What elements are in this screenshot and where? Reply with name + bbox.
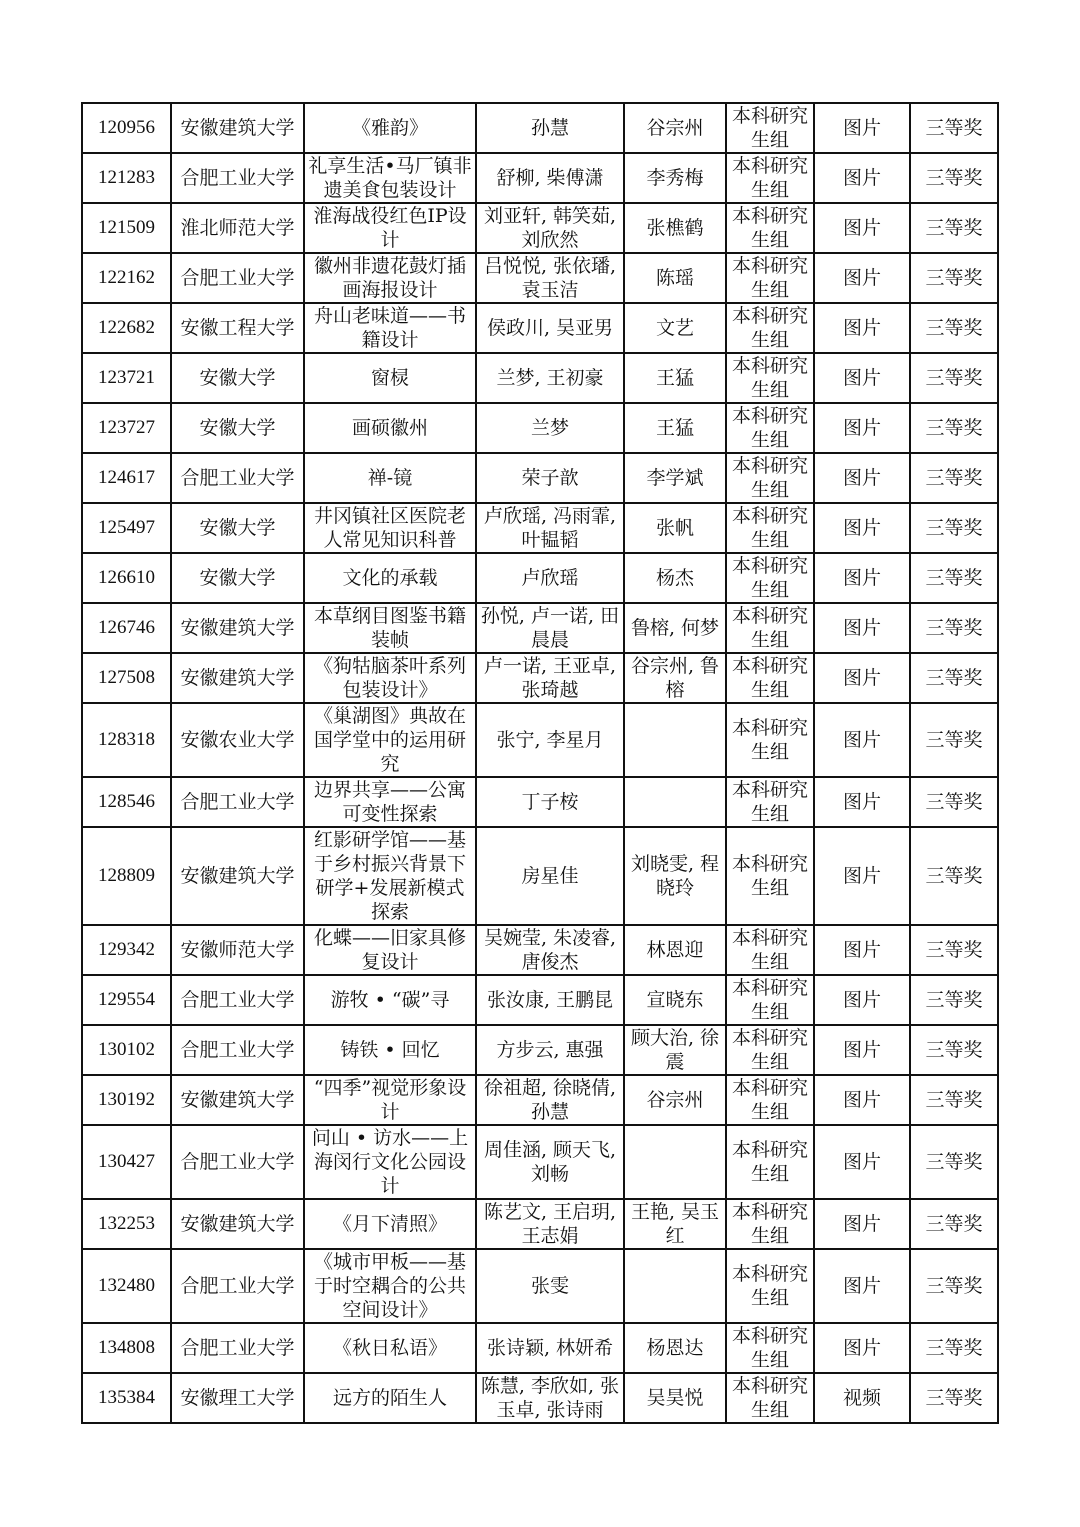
authors-cell: 孙悦, 卢一诺, 田晨晨 xyxy=(476,603,624,653)
school-cell: 安徽农业大学 xyxy=(171,703,304,777)
award-level-cell: 三等奖 xyxy=(910,453,998,503)
group-cell: 本科研究生组 xyxy=(726,1075,814,1125)
authors-cell: 陈慧, 李欣如, 张玉卓, 张诗雨 xyxy=(476,1373,624,1423)
table-row xyxy=(82,503,998,553)
entry-id-cell: 128318 xyxy=(82,703,171,777)
advisor-cell: 杨恩达 xyxy=(624,1323,726,1373)
entry-id-cell: 120956 xyxy=(82,103,171,153)
authors-cell: 舒柳, 柴傅潇 xyxy=(476,153,624,203)
authors-cell: 方步云, 惠强 xyxy=(476,1025,624,1075)
authors-cell: 荣子歆 xyxy=(476,453,624,503)
work-title-cell: 画硕徽州 xyxy=(304,403,476,453)
table-row xyxy=(82,353,998,403)
group-cell: 本科研究生组 xyxy=(726,453,814,503)
work-title-cell: 窗棂 xyxy=(304,353,476,403)
advisor-cell xyxy=(624,1125,726,1199)
authors-cell: 张诗颖, 林妍希 xyxy=(476,1323,624,1373)
media-type-cell: 图片 xyxy=(814,153,910,203)
school-cell: 安徽建筑大学 xyxy=(171,603,304,653)
table-row xyxy=(82,653,998,703)
table-row xyxy=(82,603,998,653)
table-row xyxy=(82,403,998,453)
advisor-cell: 林恩迎 xyxy=(624,925,726,975)
work-title-cell: 《雅韵》 xyxy=(304,103,476,153)
media-type-cell: 图片 xyxy=(814,453,910,503)
table-row xyxy=(82,1075,998,1125)
authors-cell: 吴婉莹, 朱凌睿, 唐俊杰 xyxy=(476,925,624,975)
entry-id-cell: 125497 xyxy=(82,503,171,553)
award-level-cell: 三等奖 xyxy=(910,103,998,153)
school-cell: 合肥工业大学 xyxy=(171,453,304,503)
award-level-cell: 三等奖 xyxy=(910,353,998,403)
table-row xyxy=(82,1125,998,1199)
authors-cell: 刘亚轩, 韩笑茹, 刘欣然 xyxy=(476,203,624,253)
school-cell: 合肥工业大学 xyxy=(171,1323,304,1373)
award-level-cell: 三等奖 xyxy=(910,203,998,253)
advisor-cell xyxy=(624,1249,726,1323)
media-type-cell: 图片 xyxy=(814,1125,910,1199)
advisor-cell: 宣晓东 xyxy=(624,975,726,1025)
entry-id-cell: 126610 xyxy=(82,553,171,603)
group-cell: 本科研究生组 xyxy=(726,1199,814,1249)
award-level-cell: 三等奖 xyxy=(910,653,998,703)
school-cell: 安徽工程大学 xyxy=(171,303,304,353)
media-type-cell: 图片 xyxy=(814,1199,910,1249)
work-title-cell: 《秋日私语》 xyxy=(304,1323,476,1373)
work-title-cell: 井冈镇社区医院老人常见知识科普 xyxy=(304,503,476,553)
group-cell: 本科研究生组 xyxy=(726,1249,814,1323)
advisor-cell: 吴昊悦 xyxy=(624,1373,726,1423)
award-level-cell: 三等奖 xyxy=(910,1125,998,1199)
media-type-cell: 图片 xyxy=(814,1075,910,1125)
table-row xyxy=(82,703,998,777)
media-type-cell: 图片 xyxy=(814,603,910,653)
award-level-cell: 三等奖 xyxy=(910,1025,998,1075)
group-cell: 本科研究生组 xyxy=(726,653,814,703)
group-cell: 本科研究生组 xyxy=(726,553,814,603)
table-row xyxy=(82,827,998,925)
authors-cell: 兰梦 xyxy=(476,403,624,453)
entry-id-cell: 132480 xyxy=(82,1249,171,1323)
media-type-cell: 图片 xyxy=(814,203,910,253)
media-type-cell: 图片 xyxy=(814,403,910,453)
advisor-cell xyxy=(624,777,726,827)
advisor-cell: 李秀梅 xyxy=(624,153,726,203)
advisor-cell: 刘晓雯, 程晓玲 xyxy=(624,827,726,925)
authors-cell: 卢欣瑶 xyxy=(476,553,624,603)
work-title-cell: 本草纲目图鉴书籍装帧 xyxy=(304,603,476,653)
entry-id-cell: 135384 xyxy=(82,1373,171,1423)
school-cell: 安徽建筑大学 xyxy=(171,1075,304,1125)
media-type-cell: 图片 xyxy=(814,253,910,303)
award-level-cell: 三等奖 xyxy=(910,1199,998,1249)
authors-cell: 房星佳 xyxy=(476,827,624,925)
entry-id-cell: 123721 xyxy=(82,353,171,403)
award-table xyxy=(81,102,999,1424)
work-title-cell: “四季”视觉形象设计 xyxy=(304,1075,476,1125)
advisor-cell: 张帆 xyxy=(624,503,726,553)
school-cell: 合肥工业大学 xyxy=(171,975,304,1025)
school-cell: 合肥工业大学 xyxy=(171,1025,304,1075)
work-title-cell: 淮海战役红色IP设计 xyxy=(304,203,476,253)
entry-id-cell: 129554 xyxy=(82,975,171,1025)
entry-id-cell: 132253 xyxy=(82,1199,171,1249)
table-row xyxy=(82,975,998,1025)
entry-id-cell: 122682 xyxy=(82,303,171,353)
school-cell: 安徽大学 xyxy=(171,403,304,453)
table-row xyxy=(82,1199,998,1249)
award-level-cell: 三等奖 xyxy=(910,777,998,827)
authors-cell: 吕悦悦, 张依璠, 袁玉洁 xyxy=(476,253,624,303)
media-type-cell: 视频 xyxy=(814,1373,910,1423)
school-cell: 淮北师范大学 xyxy=(171,203,304,253)
entry-id-cell: 128546 xyxy=(82,777,171,827)
authors-cell: 徐祖超, 徐晓倩, 孙慧 xyxy=(476,1075,624,1125)
award-level-cell: 三等奖 xyxy=(910,253,998,303)
entry-id-cell: 124617 xyxy=(82,453,171,503)
work-title-cell: 舟山老味道——书籍设计 xyxy=(304,303,476,353)
advisor-cell: 谷宗州 xyxy=(624,103,726,153)
award-level-cell: 三等奖 xyxy=(910,925,998,975)
advisor-cell xyxy=(624,703,726,777)
advisor-cell: 谷宗州 xyxy=(624,1075,726,1125)
school-cell: 安徽建筑大学 xyxy=(171,103,304,153)
school-cell: 合肥工业大学 xyxy=(171,777,304,827)
advisor-cell: 文艺 xyxy=(624,303,726,353)
award-table-body xyxy=(82,103,998,1423)
media-type-cell: 图片 xyxy=(814,503,910,553)
group-cell: 本科研究生组 xyxy=(726,1323,814,1373)
table-row xyxy=(82,553,998,603)
table-row xyxy=(82,925,998,975)
authors-cell: 卢一诺, 王亚卓, 张琦越 xyxy=(476,653,624,703)
table-row xyxy=(82,1249,998,1323)
school-cell: 安徽大学 xyxy=(171,553,304,603)
work-title-cell: 问山 • 访水——上海闵行文化公园设计 xyxy=(304,1125,476,1199)
authors-cell: 孙慧 xyxy=(476,103,624,153)
award-level-cell: 三等奖 xyxy=(910,603,998,653)
entry-id-cell: 130427 xyxy=(82,1125,171,1199)
table-row xyxy=(82,303,998,353)
table-row xyxy=(82,777,998,827)
group-cell: 本科研究生组 xyxy=(726,503,814,553)
authors-cell: 丁子桉 xyxy=(476,777,624,827)
media-type-cell: 图片 xyxy=(814,827,910,925)
award-level-cell: 三等奖 xyxy=(910,303,998,353)
authors-cell: 张雯 xyxy=(476,1249,624,1323)
work-title-cell: 《巢湖图》典故在国学堂中的运用研究 xyxy=(304,703,476,777)
group-cell: 本科研究生组 xyxy=(726,303,814,353)
entry-id-cell: 126746 xyxy=(82,603,171,653)
authors-cell: 陈艺文, 王启玥, 王志娟 xyxy=(476,1199,624,1249)
school-cell: 安徽大学 xyxy=(171,503,304,553)
work-title-cell: 《城市甲板——基于时空耦合的公共空间设计》 xyxy=(304,1249,476,1323)
school-cell: 安徽大学 xyxy=(171,353,304,403)
entry-id-cell: 121283 xyxy=(82,153,171,203)
group-cell: 本科研究生组 xyxy=(726,827,814,925)
group-cell: 本科研究生组 xyxy=(726,1025,814,1075)
work-title-cell: 徽州非遗花鼓灯插画海报设计 xyxy=(304,253,476,303)
group-cell: 本科研究生组 xyxy=(726,203,814,253)
table-row xyxy=(82,1373,998,1423)
table-row xyxy=(82,1025,998,1075)
award-level-cell: 三等奖 xyxy=(910,153,998,203)
award-level-cell: 三等奖 xyxy=(910,1075,998,1125)
award-level-cell: 三等奖 xyxy=(910,1249,998,1323)
entry-id-cell: 130102 xyxy=(82,1025,171,1075)
authors-cell: 张汝康, 王鹏昆 xyxy=(476,975,624,1025)
authors-cell: 兰梦, 王初豪 xyxy=(476,353,624,403)
school-cell: 安徽建筑大学 xyxy=(171,653,304,703)
table-row xyxy=(82,453,998,503)
advisor-cell: 王艳, 吴玉红 xyxy=(624,1199,726,1249)
media-type-cell: 图片 xyxy=(814,1249,910,1323)
school-cell: 安徽理工大学 xyxy=(171,1373,304,1423)
group-cell: 本科研究生组 xyxy=(726,153,814,203)
media-type-cell: 图片 xyxy=(814,553,910,603)
award-level-cell: 三等奖 xyxy=(910,1373,998,1423)
award-level-cell: 三等奖 xyxy=(910,975,998,1025)
media-type-cell: 图片 xyxy=(814,777,910,827)
media-type-cell: 图片 xyxy=(814,1323,910,1373)
school-cell: 合肥工业大学 xyxy=(171,253,304,303)
work-title-cell: 禅-镜 xyxy=(304,453,476,503)
entry-id-cell: 134808 xyxy=(82,1323,171,1373)
group-cell: 本科研究生组 xyxy=(726,703,814,777)
work-title-cell: 铸铁 • 回忆 xyxy=(304,1025,476,1075)
advisor-cell: 王猛 xyxy=(624,353,726,403)
entry-id-cell: 122162 xyxy=(82,253,171,303)
award-level-cell: 三等奖 xyxy=(910,827,998,925)
group-cell: 本科研究生组 xyxy=(726,353,814,403)
work-title-cell: 边界共享——公寓可变性探索 xyxy=(304,777,476,827)
entry-id-cell: 129342 xyxy=(82,925,171,975)
group-cell: 本科研究生组 xyxy=(726,403,814,453)
advisor-cell: 杨杰 xyxy=(624,553,726,603)
group-cell: 本科研究生组 xyxy=(726,1125,814,1199)
media-type-cell: 图片 xyxy=(814,303,910,353)
group-cell: 本科研究生组 xyxy=(726,1373,814,1423)
advisor-cell: 陈瑶 xyxy=(624,253,726,303)
school-cell: 合肥工业大学 xyxy=(171,1249,304,1323)
group-cell: 本科研究生组 xyxy=(726,103,814,153)
award-level-cell: 三等奖 xyxy=(910,553,998,603)
work-title-cell: 远方的陌生人 xyxy=(304,1373,476,1423)
work-title-cell: 化蝶——旧家具修复设计 xyxy=(304,925,476,975)
entry-id-cell: 130192 xyxy=(82,1075,171,1125)
table-row xyxy=(82,103,998,153)
group-cell: 本科研究生组 xyxy=(726,777,814,827)
school-cell: 安徽建筑大学 xyxy=(171,827,304,925)
award-level-cell: 三等奖 xyxy=(910,503,998,553)
table-row xyxy=(82,253,998,303)
authors-cell: 侯政川, 吴亚男 xyxy=(476,303,624,353)
work-title-cell: 《狗牯脑茶叶系列包装设计》 xyxy=(304,653,476,703)
advisor-cell: 鲁榕, 何梦 xyxy=(624,603,726,653)
advisor-cell: 谷宗州, 鲁榕 xyxy=(624,653,726,703)
school-cell: 合肥工业大学 xyxy=(171,1125,304,1199)
work-title-cell: 文化的承载 xyxy=(304,553,476,603)
work-title-cell: 礼享生活•马厂镇非遗美食包装设计 xyxy=(304,153,476,203)
media-type-cell: 图片 xyxy=(814,653,910,703)
advisor-cell: 李学斌 xyxy=(624,453,726,503)
advisor-cell: 顾大治, 徐震 xyxy=(624,1025,726,1075)
table-row xyxy=(82,153,998,203)
school-cell: 合肥工业大学 xyxy=(171,153,304,203)
school-cell: 安徽师范大学 xyxy=(171,925,304,975)
advisor-cell: 王猛 xyxy=(624,403,726,453)
work-title-cell: 游牧 • “碳”寻 xyxy=(304,975,476,1025)
table-row xyxy=(82,1323,998,1373)
media-type-cell: 图片 xyxy=(814,925,910,975)
authors-cell: 卢欣瑶, 冯雨霏, 叶韫韬 xyxy=(476,503,624,553)
media-type-cell: 图片 xyxy=(814,975,910,1025)
award-level-cell: 三等奖 xyxy=(910,1323,998,1373)
authors-cell: 周佳涵, 顾天飞, 刘畅 xyxy=(476,1125,624,1199)
media-type-cell: 图片 xyxy=(814,703,910,777)
media-type-cell: 图片 xyxy=(814,103,910,153)
entry-id-cell: 121509 xyxy=(82,203,171,253)
entry-id-cell: 128809 xyxy=(82,827,171,925)
table-row xyxy=(82,203,998,253)
entry-id-cell: 123727 xyxy=(82,403,171,453)
group-cell: 本科研究生组 xyxy=(726,925,814,975)
school-cell: 安徽建筑大学 xyxy=(171,1199,304,1249)
media-type-cell: 图片 xyxy=(814,353,910,403)
award-level-cell: 三等奖 xyxy=(910,403,998,453)
group-cell: 本科研究生组 xyxy=(726,253,814,303)
award-level-cell: 三等奖 xyxy=(910,703,998,777)
work-title-cell: 《月下清照》 xyxy=(304,1199,476,1249)
group-cell: 本科研究生组 xyxy=(726,603,814,653)
media-type-cell: 图片 xyxy=(814,1025,910,1075)
group-cell: 本科研究生组 xyxy=(726,975,814,1025)
advisor-cell: 张樵鹤 xyxy=(624,203,726,253)
work-title-cell: 红影研学馆——基于乡村振兴背景下研学+发展新模式探索 xyxy=(304,827,476,925)
authors-cell: 张宁, 李星月 xyxy=(476,703,624,777)
entry-id-cell: 127508 xyxy=(82,653,171,703)
